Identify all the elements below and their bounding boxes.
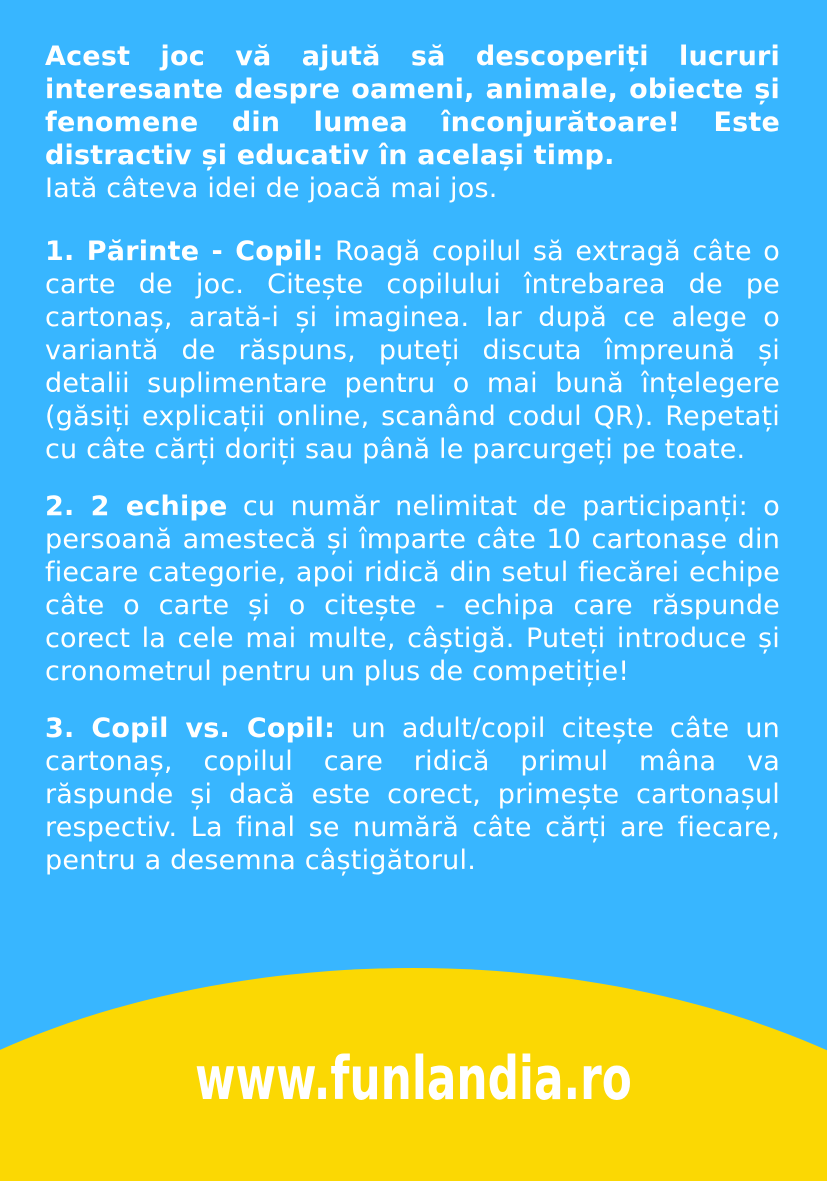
website-url: www.funlandia.ro <box>195 1044 632 1114</box>
section-1-title: 1. Părinte - Copil: <box>45 236 324 267</box>
intro-paragraph <box>45 40 780 172</box>
section-doua-echipe <box>45 490 780 688</box>
section-3-body: un adult/copil citește câte un cartonaș, copilul care ridică primul mâna va răspunde și dacă este corect, primește cartonașul respectiv. La final se numără câte cărți are fiecare, pentru a desemna câștigătorul. <box>45 713 780 876</box>
section-1-body: Roagă copilul să extragă câte o carte de joc. Citește copilului întrebarea de pe cartonaș, arată-i și imaginea. Iar după ce alege o variantă de răspuns, puteți discuta împreună și detalii suplimentare pentru o mai bună înțelegere (găsiți explicații online, scanând codul QR). Repetați cu câte cărți doriți sau până le parcurgeți pe toate. <box>45 236 780 465</box>
intro-subtitle: Iată câteva idei de joacă mai jos. <box>45 173 498 204</box>
section-2-title: 2. 2 echipe <box>45 491 228 522</box>
section-copil-vs-copil <box>45 712 780 877</box>
section-parinte-copil <box>45 235 780 466</box>
intro-bold-text: Acest joc vă ajută să descoperiți lucruri interesante despre oameni, animale, obiecte și fenomene din lumea înconjurătoare! Este distractiv și educativ în același timp. <box>45 41 780 171</box>
section-3-title: 3. Copil vs. Copil: <box>45 713 336 744</box>
section-2-body: cu număr nelimitat de participanți: o persoană amestecă și împarte câte 10 cartonașe din fiecare categorie, apoi ridică din setul fiecărei echipe câte o carte și o citește - echipa care răspunde corect la cele mai multe, câștigă. Puteți introduce și cronometrul pentru un plus de competiție! <box>45 491 780 687</box>
